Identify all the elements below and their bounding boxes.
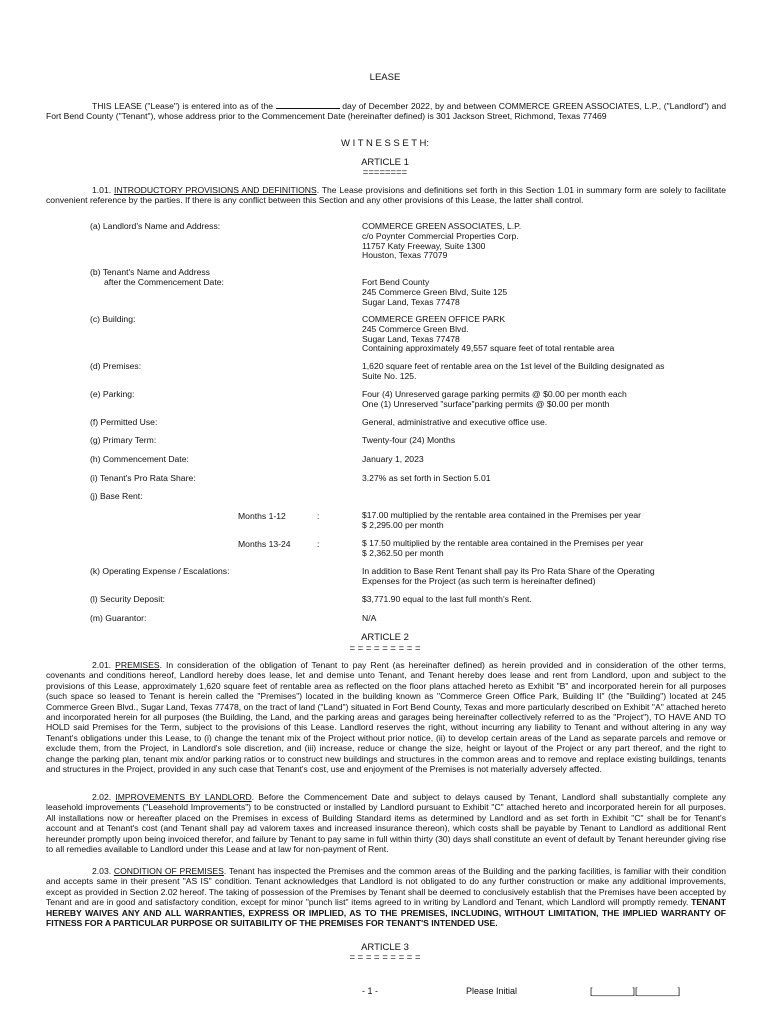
intro-text-start: THIS LEASE ("Lease") is entered into as of the xyxy=(92,101,276,111)
label-line: after the Commencement Date: xyxy=(104,276,224,287)
value-line: 245 Commerce Green Blvd. xyxy=(362,323,469,334)
def-b-value xyxy=(362,278,732,307)
def-h-label: (h) Commencement Date: xyxy=(90,454,189,464)
rent-row-1-value xyxy=(362,511,732,531)
section-number: 2.03. xyxy=(92,866,114,876)
article-2-rule: = = = = = = = = = xyxy=(349,643,421,654)
initial-boxes: [________][________] xyxy=(590,986,681,996)
warranty-waiver: TENANT HEREBY WAIVES ANY AND ALL WARRANTIES, EXPRESS OR IMPLIED, AS TO THE PREMISES, INCLUDING, WITHOUT LIMITATION, THE IMPLIED WARRANTY OF FITNESS FOR A PARTICULAR PURPOSE OR SUITABILITY OF THE PREMISES FOR TENANT'S INTENDED USE. xyxy=(46,897,726,929)
value-line: 1,620 square feet of rentable area on the 1st level of the Building designated as xyxy=(362,361,665,371)
def-f-value: General, administrative and executive office use. xyxy=(362,417,548,427)
rent-row-2-value xyxy=(362,539,732,559)
section-text: . Tenant has inspected the Premises and the common areas of the Building and the parking facilities, is familiar with their condition and accepts same in their present "AS IS" condition. Tenant acknowledges that Landlord is not obligated to do any further construction or make any additional improvements, except as provided in Section 2.02 hereof. The taking of possession of the Premises by Tenant shall be deemed to conclusively establish that the Premises have been accepted by Tenant and are in good and satisfactory condition, except for minor "punch list" items agreed to in writing by Landlord and Tenant, which Landlord will promptly remedy. xyxy=(46,866,726,908)
def-j-label: (j) Base Rent: xyxy=(90,491,143,501)
section-2-01 xyxy=(46,660,726,774)
def-m-value: N/A xyxy=(362,613,377,623)
def-c-value xyxy=(362,315,732,354)
def-d-value xyxy=(362,362,732,382)
def-l-value: $3,771.90 equal to the last full month's Rent. xyxy=(362,594,532,604)
value-line: 11757 Katy Freeway, Suite 1300 xyxy=(362,240,486,251)
def-i-value: 3.27% as set forth in Section 5.01 xyxy=(362,473,491,483)
def-d-label: (d) Premises: xyxy=(90,361,142,371)
value-line: Expenses for the Project (as such term is hereinafter defined) xyxy=(362,575,596,586)
value-line: One (1) Unreserved "surface"parking permits @ $0.00 per month xyxy=(362,398,610,409)
section-title: PREMISES xyxy=(115,660,160,670)
section-2-02 xyxy=(46,792,726,854)
value-line: In addition to Base Rent Tenant shall pay its Pro Rata Share of the Operating xyxy=(362,566,655,576)
value-line: Fort Bend County xyxy=(362,277,430,287)
def-m-label: (m) Guarantor: xyxy=(90,613,147,623)
def-e-label: (e) Parking: xyxy=(90,389,135,399)
def-l-label: (l) Security Deposit: xyxy=(90,594,165,604)
section-1-01 xyxy=(46,185,726,206)
value-line: Containing approximately 49,557 square feet of total rentable area xyxy=(362,343,615,354)
section-title: CONDITION OF PREMISES xyxy=(113,866,224,876)
please-initial-label: Please Initial xyxy=(466,986,518,996)
rent-row-1-months: Months 1-12 xyxy=(238,511,286,521)
section-number: 2.02. xyxy=(92,792,116,802)
value-line: $17.00 multiplied by the rentable area contained in the Premises per year xyxy=(362,510,641,520)
def-k-label: (k) Operating Expense / Escalations: xyxy=(90,566,230,576)
value-line: 245 Commerce Green Blvd, Suite 125 xyxy=(362,286,508,297)
rent-row-1-colon: : xyxy=(317,511,320,521)
section-number: 2.01. xyxy=(92,660,116,670)
def-h-value: January 1, 2023 xyxy=(362,454,424,464)
def-c-label: (c) Building: xyxy=(90,314,136,324)
document-title: LEASE xyxy=(369,72,401,83)
section-title: INTRODUCTORY PROVISIONS AND DEFINITIONS xyxy=(113,185,317,195)
date-blank xyxy=(276,100,340,109)
def-i-label: (i) Tenant's Pro Rata Share: xyxy=(90,473,196,483)
article-3-heading: ARTICLE 3 xyxy=(361,942,409,953)
value-line: Sugar Land, Texas 77478 xyxy=(362,296,460,307)
article-1-rule: ======== xyxy=(362,167,408,178)
section-title: IMPROVEMENTS BY LANDLORD xyxy=(115,792,252,802)
value-line: Houston, Texas 77079 xyxy=(362,250,448,261)
label-line: (b) Tenant's Name and Address xyxy=(90,267,210,277)
value-line: c/o Poynter Commercial Properties Corp. xyxy=(362,230,519,241)
section-2-03 xyxy=(46,866,726,928)
def-g-value: Twenty-four (24) Months xyxy=(362,435,456,445)
def-a-label: (a) Landlord's Name and Address: xyxy=(90,221,221,231)
intro-paragraph xyxy=(46,100,726,122)
value-line: $ 17.50 multiplied by the rentable area contained in the Premises per year xyxy=(362,538,644,548)
intro-text-end: day of December 2022, by and between COMMERCE GREEN ASSOCIATES, L.P., ("Landlord") and Fort Bend County ("Tenant"), whose address prior to the Commencement Date (hereinafter defined) is 301 Jackson Street, Richmond, Texas 77469 xyxy=(46,101,726,122)
value-line: $ 2,295.00 per month xyxy=(362,519,444,530)
def-f-label: (f) Permitted Use: xyxy=(90,417,158,427)
value-line: $ 2,362.50 per month xyxy=(362,547,444,558)
def-g-label: (g) Primary Term: xyxy=(90,435,157,445)
value-line: Suite No. 125. xyxy=(362,370,417,381)
def-e-value xyxy=(362,390,732,410)
def-k-value xyxy=(362,567,732,587)
article-3-rule: = = = = = = = = = xyxy=(349,952,421,963)
value-line: Four (4) Unreserved garage parking permits @ $0.00 per month each xyxy=(362,389,627,399)
value-line: COMMERCE GREEN ASSOCIATES, L.P. xyxy=(362,221,522,231)
section-text: . The Lease provisions and definitions set forth in this Section 1.01 in summary form are solely to facilitate convenient reference by the parties. If there is any conflict between this Section and any other provisions of this Lease, the latter shall control. xyxy=(46,185,726,206)
value-line: COMMERCE GREEN OFFICE PARK xyxy=(362,314,506,324)
section-text: . In consideration of the obligation of Tenant to pay Rent (as hereinafter defined) as herein provided and in consideration of the other terms, covenants and conditions hereof, Landlord hereby does lease, let and demise unto Tenant, and Tenant hereby does lease and rent from Landlord, upon and subject to the provisions of this Lease, approximately 1,620 square feet of rentable area as reflected on the floor plans attached hereto as Exhibit "B" and incorporated herein for all purposes (such space so leased to Tenant is herein called the "Premises") located in the building known as "Commerce Green Office Park, Building II" (the "Building") located at 245 Commerce Green Blvd., Sugar Land, Texas 77478, on the tract of land ("Land") situated in Fort Bend County, Texas and more particularly described on Exhibit "A" attached hereto and incorporated herein for all purposes (the Building, the Land, and the parking areas and garages being hereinafter collectively referred to as the "Project"), TO HAVE AND TO HOLD said Premises for the Term, subject to the provisions of this Lease. Landlord reserves the right, without incurring any liability to Tenant and without altering in any way Tenant's obligations under this Lease, to (i) change the tenant mix of the Project without prior notice, (ii) to develop certain areas of the Land as separate parcels and remove or exclude them, from the Project, in Landlord's sole discretion, and (iii) increase, reduce or change the size, height or layout of the Project or any part thereof, and the right to change the parking plan, tenant mix and/or parking ratios or to construct new buildings and structures in the common areas and to remove and replace existing buildings, tenants and structures in the Project, provided in any such case that Tenant's cost, use and enjoyment of the Premises is not materially adversely affected. xyxy=(46,660,726,775)
witnesseth-heading: W I T N E S S E T H: xyxy=(341,138,429,149)
rent-row-2-colon: : xyxy=(317,539,320,549)
rent-row-2-months: Months 13-24 xyxy=(238,539,291,549)
section-text: . Before the Commencement Date and subject to delays caused by Tenant, Landlord shall substantially complete any leasehold improvements ("Leasehold Improvements") to be constructed or installed by Landlord pursuant to Exhibit "C" attached hereto and incorporated herein for all purposes. All installations now or hereafter placed on the Premises in excess of Building Standard items as determined by Landlord and as set forth in Exhibit "C" shall be for Tenant's account and at Tenant's cost (and Tenant shall pay ad valorem taxes and increased insurance thereon), which costs shall be payable by Tenant to Landlord as additional Rent hereunder promptly upon being invoiced therefor, and failure by Tenant to pay same in full within thirty (30) days shall constitute an event of default by Tenant hereunder giving rise to all remedies available to Landlord under this Lease and at law for non-payment of Rent. xyxy=(46,792,726,855)
article-2-heading: ARTICLE 2 xyxy=(361,632,409,643)
def-b-label xyxy=(90,268,224,288)
value-line: Sugar Land, Texas 77478 xyxy=(362,333,460,344)
section-number: 1.01. xyxy=(92,185,114,195)
article-1-heading: ARTICLE 1 xyxy=(361,157,409,168)
def-a-value xyxy=(362,222,732,261)
page-number: - 1 - xyxy=(362,986,379,996)
